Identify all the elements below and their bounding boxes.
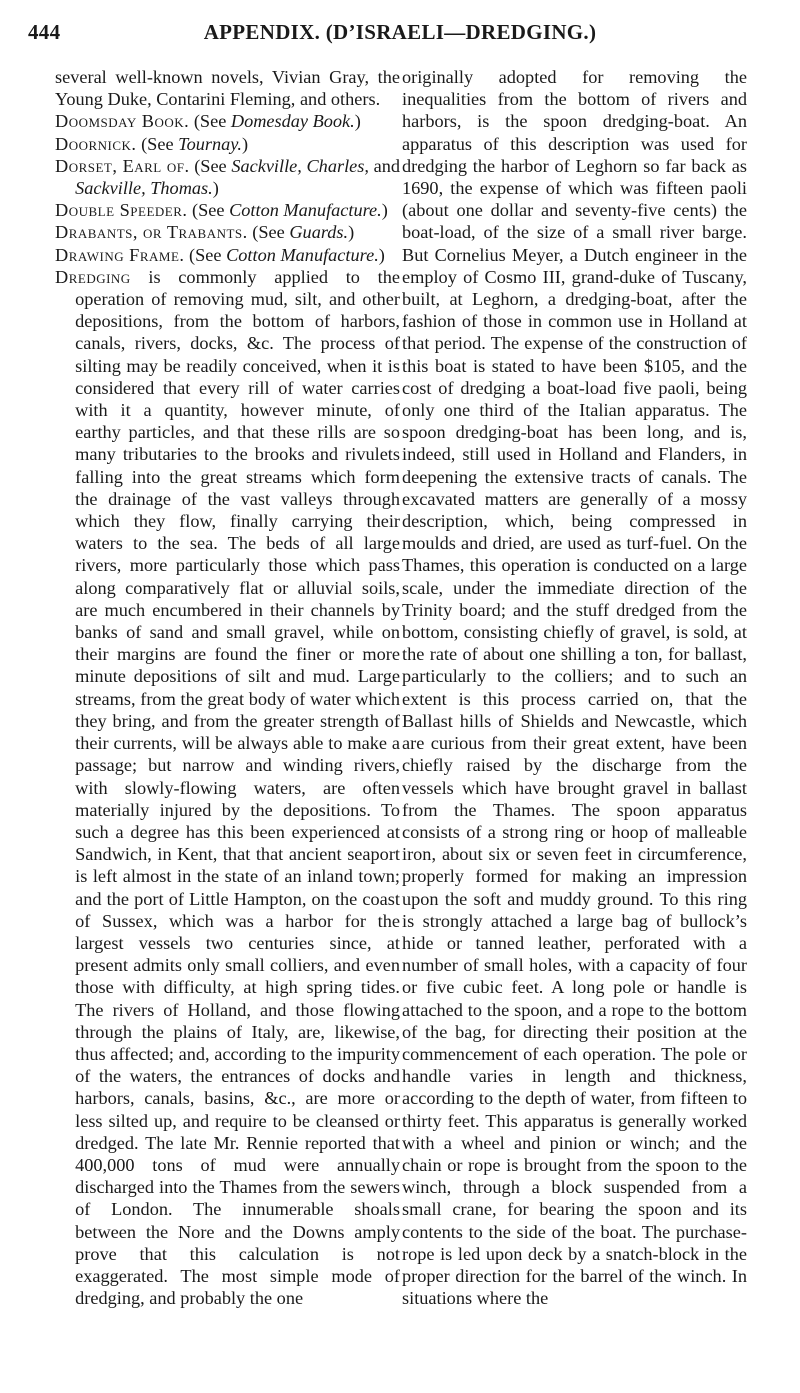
entry-head: Doornick. [55,133,137,154]
entry-head: Double Speeder. [55,200,188,221]
entry-doomsday: Doomsday Book. (See Domesday Book.) [55,111,361,132]
entry-doornick: Doornick. (See Tournay.) [55,133,249,154]
entry-double-speeder: Double Speeder. (See Cotton Manufacture.) [55,200,388,221]
intro-paragraph: several well-known novels, Vivian Gray, the Young Duke, Contarini Fleming, and others. [55,67,400,110]
entry-head: Doomsday Book. [55,111,190,132]
entry-head: Dredging [55,266,131,287]
cross-reference: Cotton Manufacture. [226,244,379,265]
cross-reference: Domesday Book. [230,111,355,132]
cross-reference: Tournay. [178,133,242,154]
cross-reference: Guards. [289,222,349,243]
entry-drabants: Drabants, or Trabants. (See Guards.) [55,222,355,243]
dredging-text: is commonly applied to the operation of removing mud, silt, and other depositions, from the bottom of harbors, canals, rivers, docks, &c. The process of silting may be readily conceived, when it is considered that every rill of water carries with it a quantity, however minute, of earthy particles, and that these rills are so many tributaries to the brooks and rivulets falling into the great streams which form the drainage of the vast valleys through which they flow, finally carrying their waters to the sea. The beds of all large rivers, more particularly those which pass along comparatively flat or alluvial soils, are much encumbered in their channels by banks of sand and small gravel, while on their margins are found the finer or more minute depositions of silt and mud. Large streams, from the great body of water which they bring, and from the greater strength of their currents, will be always able to make a passage; but narrow and winding rivers, with slowly-flowing waters, are often materially injured by the depositions. To such a degree has this been experienced at Sandwich, in Kent, that that ancient seaport is left almost in the state of an inland town; and the port of Little Hampton, on the coast of Sussex, which was a harbor for the largest vessels two centuries since, at present admits only small colliers, and even those with difficulty, at high spring tides. The rivers of Holland, and those flowing through the plains of Italy, are, likewise, thus affected; and, according to the impurity of the waters, the entrances of docks and harbors, canals, basins, &c., are more or less silted up, and require to be cleansed or dredged. The late Mr. Rennie reported that 400,000 tons of mud were annually discharged into the Thames from the sewers of London. The innumerable shoals between the Nore and the Downs amply prove that this calculation is not exaggerated. The most simple mode of dredging, and probably the one [75,266,400,1309]
cross-reference: Sackville, Charles, [231,155,369,176]
entry-head: Drabants, or Trabants. [55,222,248,243]
entry-head: Dorset, Earl of. [55,155,190,176]
left-column [55,66,400,1309]
entry-drawing-frame: Drawing Frame. (See Cotton Manufacture.) [55,244,385,265]
cross-reference: Cotton Manufacture. [229,200,382,221]
entry-head: Drawing Frame. [55,244,185,265]
page-number: 444 [28,20,61,44]
running-title: APPENDIX. (D’ISRAELI—DREDGING.) [203,20,597,44]
cross-reference: Sackville, Thomas. [75,178,213,199]
right-column [402,66,747,1309]
entry-dredging [55,266,400,1310]
continued-paragraph: originally adopted for removing the inequalities from the bottom of rivers and harbors, is the spoon dredging-boat. An apparatus of this description was used for dredging the harbor of Leghorn so far back as 1690, the expense of which was fifteen paoli (about one dollar and seventy-five cents) the boat-load, of the size of a small river barge. But Cornelius Meyer, a Dutch engineer in the employ of Cosmo III, grand-duke of Tuscany, built, at Leghorn, a dredging-boat, after the fashion of those in common use in Holland at that period. The expense of the construction of this boat is stated to have been $105, and the cost of dredging a boat-load five paoli, being only one third of the Italian apparatus. The spoon dredging-boat has been long, and is, indeed, still used in Holland and Flanders, in deepening the extensive tracts of canals. The excavated matters are generally of a mossy description, which, being compressed in moulds and dried, are used as turf-fuel. On the Thames, this operation is conducted on a large scale, under the immediate direction of the Trinity board; and the stuff dredged from the bottom, consisting chiefly of gravel, is sold, at the rate of about one shilling a ton, for ballast, particularly to the colliers; and to such an extent is this process carried on, that the Ballast hills of Shields and Newcastle, which are curious from their great extent, have been chiefly raised by the discharge from the vessels which have brought gravel in ballast from the Thames. The spoon apparatus consists of a strong ring or hoop of malleable iron, about six or seven feet in circumference, properly formed for making an impression upon the soft and muddy ground. To this ring is strongly attached a large bag of bullock’s hide or tanned leather, perforated with a number of small holes, with a capacity of four or five cubic feet. A long pole or handle is attached to the spoon, and a rope to the bottom of the bag, for directing their position at the commencement of each operation. The pole or handle varies in length and thickness, according to the depth of water, from fifteen to thirty feet. This apparatus is generally worked with a wheel and pinion or winch; and the chain or rope is brought from the spoon to the winch, through a block suspended from a small crane, for bearing the spoon and its contents to the side of the boat. The purchase-rope is led upon deck by a snatch-block in the proper direction for the barrel of the winch. In situations where the [402,67,747,1309]
entry-dorset: Dorset, Earl of. (See Sackville, Charles, and Sackville, Thomas.) [55,155,400,199]
page-header [28,20,772,50]
